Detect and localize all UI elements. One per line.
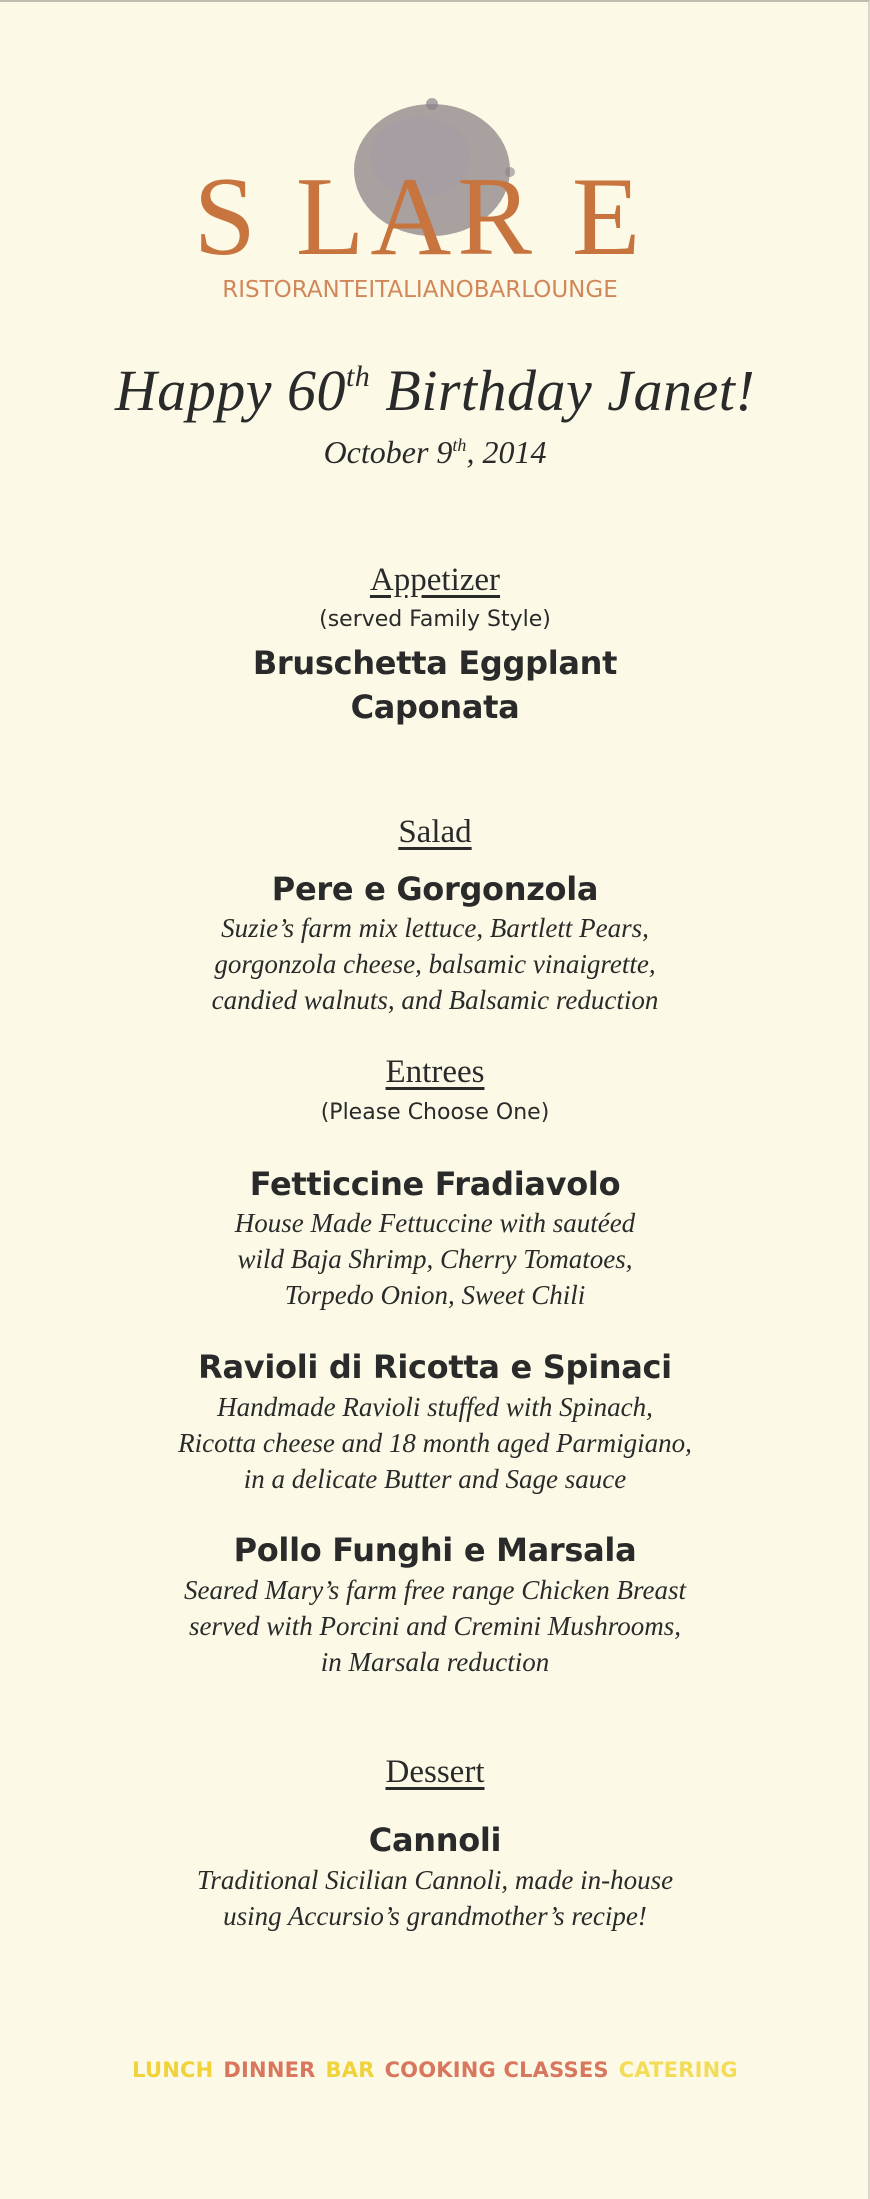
desc-line: using Accursio’s grandmother’s recipe! — [223, 1901, 647, 1931]
dessert-dish: Cannoli — [368, 1821, 502, 1859]
salad-heading: Salad — [398, 814, 472, 850]
desc-line: Torpedo Onion, Sweet Chili — [284, 1280, 586, 1310]
footer-item-bar: BAR — [325, 2058, 375, 2082]
event-date — [0, 434, 870, 471]
logo-brand-text: S LAR E — [193, 155, 647, 279]
entree-dish: Fetticcine Fradiavolo — [249, 1165, 621, 1203]
desc-line: Traditional Sicilian Cannoli, made in-house — [196, 1865, 674, 1895]
desc-line: gorgonzola cheese, balsamic vinaigrette, — [214, 949, 656, 979]
dessert-description — [0, 1862, 870, 1934]
entree-description — [0, 1205, 870, 1313]
title-text: Happy 60 — [114, 358, 346, 423]
services-footer — [0, 2058, 870, 2082]
entrees-note: (Please Choose One) — [320, 1100, 550, 1125]
footer-item-cooking-classes: COOKING CLASSES — [384, 2058, 609, 2082]
appetizer-dish-line2: Caponata — [350, 688, 520, 726]
appetizer-note: (served Family Style) — [319, 607, 551, 632]
desc-line: wild Baja Shrimp, Cherry Tomatoes, — [237, 1244, 633, 1274]
appetizer-heading: Appetizer — [369, 562, 501, 598]
title-superscript: th — [345, 360, 371, 393]
desc-line: Suzie’s farm mix lettuce, Bartlett Pears, — [221, 913, 649, 943]
desc-line: served with Porcini and Cremini Mushrooms, — [189, 1611, 681, 1641]
salad-dish: Pere e Gorgonzola — [271, 870, 599, 908]
footer-item-lunch: LUNCH — [132, 2058, 214, 2082]
footer-item-dinner: DINNER — [223, 2058, 316, 2082]
salad-description — [0, 910, 870, 1018]
desc-line: Handmade Ravioli stuffed with Spinach, — [217, 1392, 653, 1422]
entree-description — [0, 1572, 870, 1680]
footer-item-catering: CATERING — [618, 2058, 738, 2082]
logo-graphic — [160, 92, 680, 312]
logo-tagline-text: RISTORANTEITALIANOBARLOUNGE — [222, 277, 618, 303]
desc-line: House Made Fettuccine with sautéed — [234, 1208, 636, 1238]
entree-description — [0, 1389, 870, 1497]
date-year: , 2014 — [466, 434, 547, 470]
desc-line: Ricotta cheese and 18 month aged Parmigiano, — [178, 1428, 692, 1458]
date-superscript: th — [452, 435, 467, 455]
entree-dish: Pollo Funghi e Marsala — [233, 1531, 637, 1569]
desc-line: candied walnuts, and Balsamic reduction — [211, 985, 659, 1015]
appetizer-dish-line1: Bruschetta Eggplant — [252, 644, 618, 682]
date-text: October 9 — [323, 434, 453, 470]
entree-dish: Ravioli di Ricotta e Spinaci — [198, 1348, 672, 1386]
restaurant-logo — [160, 92, 680, 312]
desc-line: in Marsala reduction — [320, 1647, 550, 1677]
title-text-end: Birthday Janet! — [370, 358, 756, 423]
desc-line: in a delicate Butter and Sage sauce — [243, 1464, 627, 1494]
page-title — [0, 357, 870, 424]
entrees-heading: Entrees — [385, 1054, 485, 1090]
dessert-heading: Dessert — [385, 1754, 485, 1790]
desc-line: Seared Mary’s farm free range Chicken Breast — [184, 1575, 686, 1605]
